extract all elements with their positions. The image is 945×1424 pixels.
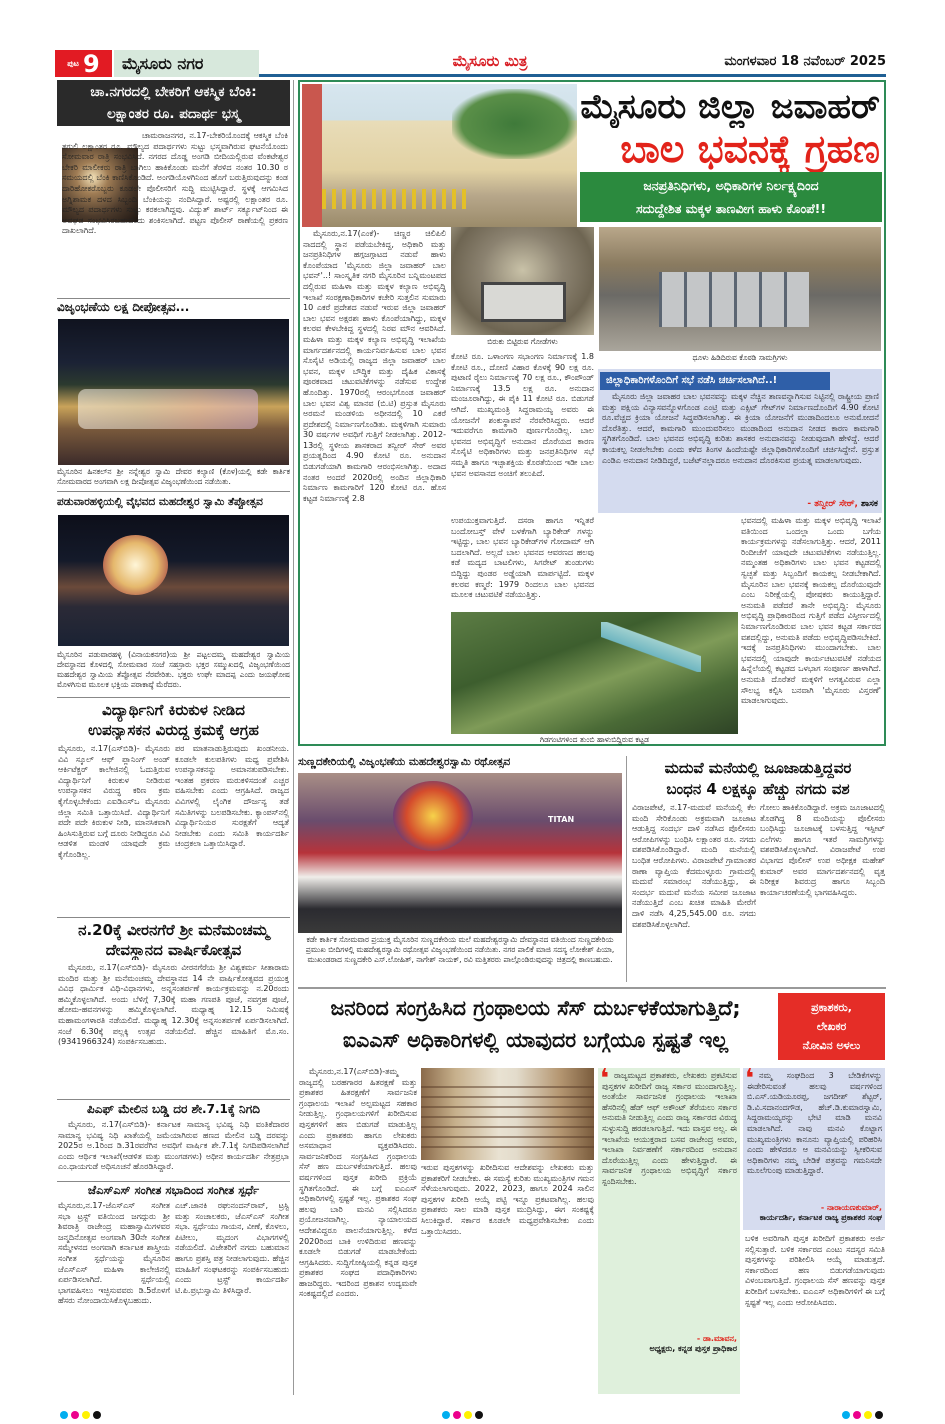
cracked-wall-photo: [451, 227, 594, 335]
mla-quote-body: ಮೈಸೂರು ಜಿಲ್ಲಾ ಜವಾಹರ ಬಾಲ ಭವನವನ್ನು ಮಕ್ಕಳ ನೆಚ್ಚಿನ ತಾಣವನ್ನಾಗಿಸುವ ನಿಟ್ಟಿನಲ್ಲಿ ರಾಷ್ಟ್ರೀಯ ಪ್ರಾಣಿ ಮತ್ತು ಪಕ್ಷಿಯ ವಿನ್ಯಾಸವನ್ನೊಳಗೊಂಡ ಎಂಟ್ರಿ ಮತ್ತು ಎಕ್ಸಿಟ್ ಗೇಟ್‌ಗಳ ನಿರ್ಮಾಣದೊಂದಿಗೆ 4.90 ಕೋಟಿ ರೂ.ವೆಚ್ಚದ ಕ್ರಿಯಾ ಯೋಜನೆ ಸಿದ್ಧಪಡಿಸಲಾಗಿತ್ತು. ಈ ಕ್ರಿಯಾ ಯೋಜನೆಗೆ ಮುಡಾದಿಂದಲೂ ಅನುಮೋದನೆ ದೊರೆತಿತ್ತು. ಆದರೆ, ಕಾಮಗಾರಿ ಮುಂದುವರಿಸಲು ಮುಡಾದಿಂದ ಅನುದಾನ ನೀಡದ ಕಾರಣ ಕಾಮಗಾರಿ ಸ್ಥಗಿತಗೊಂಡಿದೆ. ಬಾಲ ಭವನದ ಅಭಿವೃದ್ಧಿ ಕುರಿತು ಶಾಸಕರ ಅನುದಾನವನ್ನು ನೀಡುವುದಾಗಿ ಹೇಳಿದ್ದೆ. ಆದರೆ ಕಾಯಕಲ್ಪ ನೀಡಲೇಬೇಕು ಎಂದು ಕಳೆದ ತಿಂಗಳ ಹಿಂದೆಯಷ್ಟೇ ಜಿಲ್ಲಾಧಿಕಾರಿಗಳೊಂದಿಗೆ ಚರ್ಚಿಸಿದ್ದೇನೆ. ಪ್ರಸ್ತುತ ಎಂಡಿಎ ಅನುದಾನ ನೀಡಿದಿದ್ದರೆ, ಬಜೆಟ್‌ನಲ್ಲಾದರೂ ಅನುದಾನ ದೊರಕಿಸುವ ಪ್ರಯತ್ನ ಮಾಡಲಾಗುವುದು.: [602, 392, 879, 465]
feature-col3: ಉಪಯುಕ್ತವಾಗುತ್ತಿದೆ. ದಸರಾ ಹಾಗೂ ಇನ್ನಿತರೆ ಬಂದೋಬಸ್ತ್ ವೇಳೆ ಬಳಕೆಗಾಗಿ ಬ್ಯಾರಿಕೇಡ್ ಗಳನ್ನು ಇಟ್ಟಿದ್ದು, ಬಾಲ ಭವನ ಬ್ಯಾರಿಕೇಡ್‌ಗಳ ಗೋದಾಮ್ ಆಗಿ ಬದಲಾಗಿದೆ. ಅಲ್ಲದೆ ಬಾಲ ಭವನದ ಆವರಣದ ಹಲವು ಕಡೆ ಮದ್ಯದ ಬಾಟಲಿಗಳು, ಸಿಗರೇಟ್ ತುಂಡುಗಳು ಬಿದ್ದಿದ್ದು ಪುಂಡರ ಅಡ್ಡೆಯಾಗಿ ಮಾರ್ಪಟ್ಟಿದೆ. ಮಕ್ಕಳ ಕಲರವ ಕಣ್ಮರೆ: 1979 ರಿಂದಲೂ ಬಾಲ ಭವನದ ಮೂಲಕ ಚಟುವಟಿಕೆ ನಡೆಯುತ್ತಿತ್ತು.: [451, 516, 594, 600]
divider: [298, 987, 886, 989]
dusty-room-photo: [599, 227, 881, 351]
cracked-wall-caption: ಬಿರುಕು ಬಿಟ್ಟಿರುವ ಗೋಡೆಗಳು: [487, 337, 558, 346]
harassment-body-col1: ಮೈಸೂರು, ನ.17(ಎಸ್‌ಬಿಡಿ)- ಮೈಸೂರು ವಿವಿ ಸ್ಕೂಲ್ ಆಫ್ ಪ್ಲಾನಿಂಗ್ ಅಂಡ್ ಆರ್ಕಿಟೆಕ್ಚರ್ ಕಾಲೇಜಿನಲ್ಲಿ ಓದುತ್ತಿರುವ ವಿದ್ಯಾರ್ಥಿನಿಗೆ ಕಿರುಕುಳ ನೀಡಿರುವ ಉಪನ್ಯಾಸಕನ ವಿರುದ್ಧ ಕಠಿಣ ಕ್ರಮ ಕೈಗೊಳ್ಳಬೇಕೆಂದು ಎಐಡಿಎಸ್‌ಒ ಮೈಸೂರು ಜಿಲ್ಲಾ ಸಮಿತಿ ಒತ್ತಾಯಿಸಿದೆ. ವಿದ್ಯಾರ್ಥಿನಿಗೆ ಪದೇ ಪದೇ ಕಿರುಕುಳ ನೀಡಿ, ಮಾನಸಿಕವಾಗಿ ಹಿಂಸಿಸುತ್ತಿರುವ ಬಗ್ಗೆ ದೂರು ನೀಡಿದ್ದರೂ ವಿವಿ ಆಡಳಿತ ಮಂಡಳಿ ಯಾವುದೇ ಕ್ರಮ ಕೈಗೊಂಡಿಲ್ಲ.: [58, 744, 170, 859]
library-headline: [298, 992, 773, 1056]
library-tag-line3: ನೋವಿನ ಅಳಲು: [802, 1039, 861, 1052]
divider: [57, 917, 290, 918]
quote-mark-icon: ❛: [600, 1064, 610, 1094]
fire-headline-line1: ಚಾ.ನಗರದಲ್ಲಿ ಬೇಕರಿಗೆ ಆಕಸ್ಮಿಕ ಬೆಂಕಿ:: [90, 84, 257, 100]
library-col1: ಮೈಸೂರು,ನ.17(ಎಸ್‌ಬಿಡಿ)-ತಮ್ಮ ರಾಜ್ಯದಲ್ಲಿ ಬರಹಗಾರರ ಹಿತರಕ್ಷಣೆ ಮತ್ತು ಪ್ರಕಾಶಕರ ಹಿತರಕ್ಷಣೆಗೆ ಸಾರ್ವಜನಿಕ ಗ್ರಂಥಾಲಯ ಇಲಾಖೆ ಅಲ್ಪಮಟ್ಟದ ಸಹಕಾರ ನೀಡುತ್ತಿಲ್ಲ. ಗ್ರಂಥಾಲಯಗಳಿಗೆ ಖರೀದಿಸುವ ಪುಸ್ತಕಗಳಿಗೆ ಹಣ ಬಿಡುಗಡೆ ಮಾಡುತ್ತಿಲ್ಲ ಎಂದು ಪ್ರಕಾಶಕರು ಹಾಗೂ ಲೇಖಕರು ಅಸಮಾಧಾನ ವ್ಯಕ್ತಪಡಿಸಿದರು. ಸಾರ್ವಜನಿಕರಿಂದ ಸಂಗ್ರಹಿಸಿದ ಗ್ರಂಥಾಲಯ ಸೆಸ್ ಹಣ ದುರ್ಬಳಕೆಯಾಗುತ್ತಿದೆ. ಹಲವು ವರ್ಷಗಳಿಂದ ಪುಸ್ತಕ ಖರೀದಿ ಪ್ರಕ್ರಿಯೆ ಸ್ಥಗಿತಗೊಂಡಿದೆ. ಈ ಬಗ್ಗೆ ಐಎಎಸ್ ಅಧಿಕಾರಿಗಳಲ್ಲಿ ಸ್ಪಷ್ಟತೆ ಇಲ್ಲ. ಪ್ರಕಾಶಕರ ಸಂಘ ಹಲವು ಬಾರಿ ಮನವಿ ಸಲ್ಲಿಸಿದರೂ ಪ್ರಯೋಜನವಾಗಿಲ್ಲ. ನ್ಯಾಯಾಲಯದ ಆದೇಶವಿದ್ದರೂ ಪಾಲನೆಯಾಗುತ್ತಿಲ್ಲ. ಕಳೆದ 2020ರಿಂದ ಬಾಕಿ ಉಳಿದಿರುವ ಹಣವನ್ನು ಕೂಡಲೇ ಬಿಡುಗಡೆ ಮಾಡಬೇಕೆಂದು ಆಗ್ರಹಿಸಿದರು. ಸುದ್ದಿಗೋಷ್ಠಿಯಲ್ಲಿ ಕನ್ನಡ ಪುಸ್ತಕ ಪ್ರಕಾಶಕರ ಸಂಘದ ಪದಾಧಿಕಾರಿಗಳು ಹಾಜರಿದ್ದರು. ಇದರಿಂದ ಪ್ರಕಾಶನ ಉದ್ಯಮವೇ ಸಂಕಷ್ಟದಲ್ಲಿದೆ ಎಂದರು.: [299, 1067, 417, 1299]
library-tag-line2: ಲೇಖಕರ: [816, 1020, 847, 1033]
feature-headline-line1: ಮೈಸೂರು ಜಿಲ್ಲಾ ಜವಾಹರ್: [580, 87, 880, 127]
column-divider: [293, 80, 294, 1395]
music-headline: ಜೆಎಸ್‌ಎಸ್ ಸಂಗೀತ ಸಭಾದಿಂದ ಸಂಗೀತ ಸ್ಪರ್ಧೆ: [87, 1183, 260, 1197]
gambling-headline-line2: ಬಂಧನ 4 ಲಕ್ಷಕ್ಕೂ ಹೆಚ್ಚು ನಗದು ವಶ: [666, 780, 850, 798]
header-rule: [259, 74, 886, 77]
registration-marks-center: [442, 1404, 486, 1423]
gambling-headline-line1: ಮದುವೆ ಮನೆಯಲ್ಲಿ ಜೂಜಾಡುತ್ತಿದ್ದವರ: [664, 759, 852, 777]
rathotsava-headline: ಸುಣ್ಣದಕೇರಿಯಲ್ಲಿ ವಿಜೃಂಭಣೆಯ ಮಹದೇಶ್ವರಸ್ವಾಮಿ ರಥೋತ್ಸವ: [298, 756, 511, 768]
music-body-col1: ಮೈಸೂರು,ನ.17-ಜೆಎಸ್‌ಎಸ್ ಸಂಗೀತ ಸಭಾ ಟ್ರಸ್ಟ್ ವತಿಯಿಂದ ಜಗದ್ಗುರು ಶ್ರೀ ಶಿವರಾತ್ರಿ ರಾಜೇಂದ್ರ ಮಹಾಸ್ವಾಮಿಗಳವರ ಜನ್ಮದಿನೋತ್ಸವ ಅಂಗವಾಗಿ 30ನೇ ಸಂಗೀತ ಸಮ್ಮೇಳನದ ಅಂಗವಾಗಿ ಕರ್ನಾಟಕ ಶಾಸ್ತ್ರೀಯ ಸಂಗೀತ ಸ್ಪರ್ಧೆಯನ್ನು ಮೈಸೂರಿನ ಜೆಎಸ್‌ಎಸ್ ಮಹಿಳಾ ಕಾಲೇಜಿನಲ್ಲಿ ಏರ್ಪಡಿಸಲಾಗಿದೆ. ಸ್ಪರ್ಧೆಯಲ್ಲಿ ಭಾಗವಹಿಸಲು ಇಚ್ಛಿಸುವವರು ಡಿ.5ರೊಳಗೆ ಹೆಸರು ನೋಂದಾಯಿಸಿಕೊಳ್ಳಬಹುದು.: [58, 1201, 170, 1306]
gambling-body-col1: ವಿರಾಜಪೇಟೆ, ನ.17-ಮದುವೆ ಮನೆಯಲ್ಲಿ ಕೆಲ ಮಂದಿ ಸೇರಿಕೊಂಡು ಅಕ್ರಮವಾಗಿ ಜೂಜಾಟ ಆಡುತ್ತಿದ್ದ ಸಂದರ್ಭ ದಾಳಿ ನಡೆಸಿದ ಪೊಲೀಸರು ಆರೋಪಿಗಳನ್ನು ಬಂಧಿಸಿ ಲಕ್ಷಾಂತರ ರೂ. ನಗದು ವಶಪಡಿಸಿಕೊಂಡಿದ್ದಾರೆ. ಮಂದಿ ಮನೆಯಲ್ಲಿ ಬಂಧಿತ ಆರೋಪಿಗಳು. ವಿರಾಜಪೇಟೆ ಗ್ರಾಮಾಂತರ ಠಾಣಾ ವ್ಯಾಪ್ತಿಯ ಕೆದಮುಳ್ಳೂರು ಗ್ರಾಮದಲ್ಲಿ ಮದುವೆ ಸಮಾರಂಭ ನಡೆಯುತ್ತಿದ್ದು, ಈ ಸಂದರ್ಭ ಮದುವೆ ಮನೆಯ ಸಮೀಪ ಜೂಜಾಟ ನಡೆಯುತ್ತಿದೆ ಎಂಬ ಖಚಿತ ಮಾಹಿತಿ ಮೇರೆಗೆ ದಾಳಿ ನಡೆಸಿ 4,25,545.00 ರೂ. ನಗದು ವಶಪಡಿಸಿಕೊಳ್ಳಲಾಗಿದೆ.: [632, 803, 756, 929]
feature-subhead: [580, 172, 882, 222]
fire-headline-line2: ಲಕ್ಷಾಂತರ ರೂ. ಪದಾರ್ಥ ಭಸ್ಮ: [106, 106, 241, 122]
page-number: 9: [83, 49, 100, 78]
deepotsava-caption: ಮೈಸೂರಿನ ಹಿನಕಲ್‌ನ ಶ್ರೀ ನನ್ನೇಶ್ವರ ಸ್ವಾಮಿ ದೇವರ ಕಲ್ಯಾಣಿ (ಕೊಳ)ಯಲ್ಲಿ ಕಡೇ ಕಾರ್ತಿಕ ಸೋಮವಾರದ ಅಂಗವಾಗಿ ಲಕ್ಷ ದೀಪೋತ್ಸವ ವಿಜೃಂಭಣೆಯಿಂದ ನಡೆಯಿತು.: [57, 467, 290, 486]
temple-headline-line1: ನ.20ಕ್ಕೆ ವೀರನಗೆರೆ ಶ್ರೀ ಮನೆಮಂಚಮ್ಮ: [78, 921, 269, 939]
mla-quote-byline: [700, 499, 878, 509]
page-number-badge: [55, 50, 112, 77]
secretary-author-name: - ನಾರಾಯಣಕುಮಾರ್,: [820, 1203, 882, 1212]
temple-headline: [57, 920, 290, 960]
library-photo: [421, 1068, 594, 1160]
teppotsava-photo: [58, 515, 289, 646]
deepotsava-headline: ವಿಜೃಂಭಣೆಯ ಲಕ್ಷ ದೀಪೋತ್ಸವ...: [57, 300, 190, 314]
page-label: ಪುಟ: [67, 58, 80, 68]
feature-col3b: [598, 516, 738, 611]
publisher-quote-body: ರಾಜ್ಯಮಟ್ಟದ ಪ್ರಕಾಶಕರು, ಲೇಖಕರು ಪ್ರಕಟಿಸುವ ಪುಸ್ತಕಗಳ ಖರೀದಿಗೆ ರಾಜ್ಯ ಸರ್ಕಾರ ಮುಂದಾಗುತ್ತಿಲ್ಲ. ಅಂತೆಯೇ ಸಾರ್ವಜನಿಕ ಗ್ರಂಥಾಲಯ ಇಲಾಖಾ ಹೆಸರಿನಲ್ಲಿ ಹೆಡ್ ಆಫ್ ಅಕೌಂಟ್ ತೆರೆಯಲು ಸರ್ಕಾರ ಅನುಮತಿ ನೀಡುತ್ತಿಲ್ಲ ಎಂದು ರಾಜ್ಯ ಸರ್ಕಾರದ ವಿರುದ್ಧ ಸುಳ್ಳುಸುದ್ದಿ ಹರಡಲಾಗುತ್ತಿದೆ. ಇದು ವಾಸ್ತವ ಅಲ್ಲ. ಈ ಇಲಾಖೆಯ ಆಯುಕ್ತರಾದ ಬಸವ ರಾಜೇಂದ್ರ ಅವರು, ಇಲಾಖಾ ನಿರ್ವಹಣೆಗೆ ಸರ್ಕಾರದಿಂದ ಅನುದಾನ ದೊರೆಯುತ್ತಿಲ್ಲ ಎಂದು ಹೇಳುತ್ತಿದ್ದಾರೆ. ಈ ಸಾರ್ವಜನಿಕ ಗ್ರಂಥಾಲಯ ಅಭಿವೃದ್ಧಿಗೆ ಸರ್ಕಾರ ಸ್ಪಂದಿಸಬೇಕು.: [602, 1071, 737, 1186]
fire-headline: [57, 80, 290, 126]
harassment-headline-line2: ಉಪನ್ಯಾಸಕನ ವಿರುದ್ಧ ಕ್ರಮಕ್ಕೆ ಆಗ್ರಹ: [88, 721, 259, 739]
publisher-author-name: - ಡಾ.ಮಾವನ,: [696, 1334, 737, 1343]
masthead: ಮೈಸೂರು ಮಿತ್ರ: [452, 52, 528, 70]
temple-headline-line2: ದೇವಸ್ಥಾನದ ವಾರ್ಷಿಕೋತ್ಸವ: [105, 941, 242, 959]
mla-role: ಶಾಸಕ: [861, 499, 878, 509]
library-tag-line1: ಪ್ರಕಾಶಕರು,: [811, 1001, 852, 1014]
registration-marks-right: [842, 1404, 886, 1423]
titan-store-sign: TITAN: [548, 815, 575, 824]
temple-body: ಮೈಸೂರು, ನ.17(ಎಸ್‌ಬಿಡಿ)- ಮೈಸೂರು ವೀರನಗೆರೆಯ ಶ್ರೀ ವಿಶ್ವಕರ್ಮ ಸೀತಾರಾಮ ಮಂದಿರ ಮತ್ತು ಶ್ರೀ ಮನೆಮಂಚಮ್ಮ ದೇವಸ್ಥಾನದ 14 ನೇ ವಾರ್ಷಿಕೋತ್ಸವದ ಪ್ರಯುಕ್ತ ವಿವಿಧ ಧಾರ್ಮಿಕ ವಿಧಿ-ವಿಧಾನಗಳು, ಅನ್ನಸಂತರ್ಪಣೆ ಕಾರ್ಯಕ್ರಮವನ್ನು ನ.20ರಂದು ಹಮ್ಮಿಕೊಳ್ಳಲಾಗಿದೆ. ಅಂದು ಬೆಳಿಗ್ಗೆ 7,30ಕ್ಕೆ ಮಹಾ ಗಣಪತಿ ಪೂಜೆ, ನವಗ್ರಹ ಪೂಜೆ, ಹೋಮ-ಹವನಗಳನ್ನು ಹಮ್ಮಿಕೊಳ್ಳಲಾಗಿದೆ. ಮಧ್ಯಾಹ್ನ 12.15 ನಿಮಿಷಕ್ಕೆ ಮಹಾಮಂಗಳಾರತಿ ನಡೆಯಲಿದೆ. ಮಧ್ಯಾಹ್ನ 12.30ಕ್ಕೆ ಅನ್ನಸಂತರ್ಪಣೆ ಏರ್ಪಡಿಸಲಾಗಿದೆ. ಸಂಜೆ 6.30ಕ್ಕೆ ಪಲ್ಲಕ್ಕಿ ಉತ್ಸವ ನಡೆಯಲಿದೆ. ಹೆಚ್ಚಿನ ಮಾಹಿತಿಗೆ ಮೊ.ಸಂ. (9341966324) ಸಂಪರ್ಕಿಸಬಹುದು.: [58, 963, 289, 1047]
harassment-body-col2: ಪರ ಮಾತನಾಡುತ್ತಿರುವುದು ಖಂಡನೀಯ. ಕೂಡಲೇ ಕುಲಪತಿಗಳು ಮಧ್ಯ ಪ್ರವೇಶಿಸಿ ಉಪನ್ಯಾಸಕನನ್ನು ಅಮಾನತುಪಡಿಸಬೇಕು. ಇಂತಹ ಪ್ರಕರಣ ಮರುಕಳಿಸದಂತೆ ಎಚ್ಚರ ವಹಿಸಬೇಕು ಎಂದು ಆಗ್ರಹಿಸಿದೆ. ರಾಜ್ಯದ ವಿವಿಗಳಲ್ಲಿ ಲೈಂಗಿಕ ದೌರ್ಜನ್ಯ ತಡೆ ಸಮಿತಿಗಳನ್ನು ಬಲಪಡಿಸಬೇಕು. ಕ್ಯಾಂಪಸ್‌ನಲ್ಲಿ ವಿದ್ಯಾರ್ಥಿನಿಯರ ಸುರಕ್ಷತೆಗೆ ಆದ್ಯತೆ ನೀಡಬೇಕು ಎಂದು ಸಮಿತಿ ಕಾರ್ಯದರ್ಶಿ ಚಂದ್ರಕಲಾ ಒತ್ತಾಯಿಸಿದ್ದಾರೆ.: [175, 744, 289, 849]
deepotsava-photo: [58, 319, 289, 465]
secretary-quote-body: ನಮ್ಮ ಸಂಘದಿಂದ 3 ಬೇಡಿಕೆಗಳನ್ನು ಈಡೇರಿಸುವಂತೆ ಹಲವು ವರ್ಷಗಳಿಂದ ಬಿ.ಎಸ್.ಯಡಿಯೂರಪ್ಪ, ಜಗದೀಶ್ ಶೆಟ್ಟರ್, ಡಿ.ವಿ.ಸದಾನಂದಗೌಡ, ಹೆಚ್.ಡಿ.ಕುಮಾರಸ್ವಾಮಿ, ಸಿದ್ದರಾಮಯ್ಯರನ್ನು ಭೇಟಿ ಮಾಡಿ ಮನವಿ ಮಾಡಲಾಗಿದೆ. ನಾವು ಮನವಿ ಕೊಟ್ಟಾಗ ಮುಖ್ಯಮಂತ್ರಿಗಳು ಕಾನೂನು ವ್ಯಾಪ್ತಿಯಲ್ಲಿ ಪರಿಹರಿಸಿ ಎಂದು ಹೇಳಿದರೂ ಆ ಮನವಿಯನ್ನು ಸ್ವೀಕರಿಸುವ ಅಧಿಕಾರಿಗಳು ನಮ್ಮ ಬೇಡಿಕೆ ಪತ್ರವನ್ನು ಗಮನಿಸದೇ ಮೂಲೆಗುಂಪು ಮಾಡುತ್ತಿದ್ದಾರೆ.: [747, 1071, 882, 1176]
secretary-quote-author: [747, 1203, 882, 1223]
divider: [57, 697, 290, 698]
mla-quote-title: ಜಿಲ್ಲಾಧಿಕಾರಿಗಳೊಂದಿಗೆ ಸಭೆ ನಡೆಸಿ ಚರ್ಚಿಸಲಾಗಿದೆ..!: [600, 372, 830, 390]
pf-headline: ಪಿಎಫ್ ಮೇಲಿನ ಬಡ್ಡಿ ದರ ಶೇ.7.1ಕ್ಕೆ ನಿಗದಿ: [87, 1102, 260, 1116]
date: ಮಂಗಳವಾರ 18 ನವೆಂಬರ್ 2025: [724, 54, 886, 69]
teppotsava-headline: ಪಡುವಾರಹಳ್ಳಿಯಲ್ಲಿ ವೈಭವದ ಮಹದೇಶ್ವರ ಸ್ವಾಮಿ ತೆಪ್ಪೋತ್ಸವ: [57, 496, 263, 508]
music-body-col2: ಎಚ್.ಜಾನಕಿ ರಘುನಂದನ್‌ರಾವ್, ಟ್ರಸ್ಟಿ ಮತ್ತು ಸಂಚಾಲಕರು, ಜೆಎಸ್‌ಎಸ್ ಸಂಗೀತ ಸಭಾ. ಸ್ಪರ್ಧೆಯು ಗಾಯನ, ವೀಣೆ, ಕೊಳಲು, ಪಿಟೀಲು, ಮೃದಂಗ ವಿಭಾಗಗಳಲ್ಲಿ ನಡೆಯಲಿದೆ. ವಿಜೇತರಿಗೆ ನಗದು ಬಹುಮಾನ ಹಾಗೂ ಪ್ರಶಸ್ತಿ ಪತ್ರ ನೀಡಲಾಗುವುದು. ಹೆಚ್ಚಿನ ಮಾಹಿತಿಗೆ ಸಂಘಟಕರನ್ನು ಸಂಪರ್ಕಿಸಬಹುದು ಎಂದು ಟ್ರಸ್ಟ್ ಕಾರ್ಯದರ್ಶಿ ಟಿ.ಪಿ.ಪ್ರಭುಸ್ವಾಮಿ ತಿಳಿಸಿದ್ದಾರೆ.: [175, 1201, 289, 1295]
feature-col2: ಕೋಟಿ ರೂ. ಒಳಾಂಗಣ ಸಭಾಂಗಣ ನಿರ್ಮಾಣಕ್ಕೆ 1.8 ಕೋಟಿ ರೂ., ದೋಣಿ ವಿಹಾರ ಕೊಳಕ್ಕೆ 90 ಲಕ್ಷ ರೂ. ಪುಟಾಣಿ ರೈಲು ನಿರ್ಮಾಣಕ್ಕೆ 70 ಲಕ್ಷ ರೂ., ಕೌಂಪೌಂಡ್ ನಿರ್ಮಾಣಕ್ಕೆ 13.5 ಲಕ್ಷ ರೂ. ಅನುದಾನ ಮಂಜೂರಾಗಿದ್ದು, ಈ ಪೈಕಿ 11 ಕೋಟಿ ರೂ. ಬಿಡುಗಡೆ ಆಗಿದೆ. ಮುಖ್ಯಮಂತ್ರಿ ಸಿದ್ದರಾಮಯ್ಯ ಅವರು ಈ ಯೋಜನೆಗೆ ಶಂಕುಸ್ಥಾಪನೆ ನೆರವೇರಿಸಿದ್ದರು. ಆದರೆ ಇದುವರೆಗೂ ಕಾಮಗಾರಿ ಪೂರ್ಣಗೊಂಡಿಲ್ಲ. ಬಾಲ ಭವನದ ಅಭಿವೃದ್ಧಿಗೆ ಅನುದಾನ ದೊರೆಯದ ಕಾರಣ ಸೊಸೈಟಿ ಅಧಿಕಾರಿಗಳು ಮತ್ತು ಜನಪ್ರತಿನಿಧಿಗಳ ಸಭೆ ಸಮ್ಮತಿ ಹಾಗೂ ಇಚ್ಛಾಶಕ್ತಿಯ ಕೊರತೆಯಿಂದ ಇಡೀ ಬಾಲ ಭವನ ಅವಸಾನದ ಅಂಚಿಗೆ ತಲುಪಿದೆ.: [451, 352, 594, 478]
pf-body: ಮೈಸೂರು, ನ.17(ಎಸ್‌ಬಿಡಿ)- ಕರ್ನಾಟಕ ಸಾಮಾನ್ಯ ಭವಿಷ್ಯ ನಿಧಿ ವಂತಿಕೆದಾರರ ಸಾಮಾನ್ಯ ಭವಿಷ್ಯ ನಿಧಿ ಖಾತೆಯಲ್ಲಿ ಜಮೆಯಾಗಿರುವ ಹಣದ ಮೇಲಿನ ಬಡ್ಡಿ ದರವನ್ನು 2025ರ ಅ.1ರಿಂದ ಡಿ.31ರವರೆಗಿನ ಅವಧಿಗೆ ವಾರ್ಷಿಕ ಶೇ.7.1ಕ್ಕೆ ನಿಗದಿಪಡಿಸಲಾಗಿದೆ ಎಂದು ಆರ್ಥಿಕ ಇಲಾಖೆ(ಆಡಳಿತ ಮತ್ತು ಮುಂಗಡಗಳು) ಅಧೀನ ಕಾರ್ಯದರ್ಶಿ ನೇತ್ರಪ್ರಭಾ ಎಂ.ಧಾಯಗುಡೆ ಅಧಿಸೂಚನೆ ಹೊರಡಿಸಿದ್ದಾರೆ.: [58, 1120, 289, 1172]
divider: [57, 491, 290, 492]
rathotsava-photo: [298, 773, 622, 933]
library-col4: ಬಳಿಕ ಅವರಿಗಾಗಿ ಪುಸ್ತಕ ಖರೀದಿಗೆ ಪ್ರಕಾಶಕರು ಅರ್ಜಿ ಸಲ್ಲಿಸುತ್ತಾರೆ. ಬಳಿಕ ಸರ್ಕಾರದ ಎಂಟು ಸದಸ್ಯರ ಸಮಿತಿ ಪುಸ್ತಕಗಳನ್ನು ಪರಿಶೀಲಿಸಿ ಆಯ್ಕೆ ಮಾಡುತ್ತದೆ. ಸರ್ಕಾರದಿಂದ ಹಣ ಬಿಡುಗಡೆಯಾಗುವುದು ವಿಳಂಬವಾಗುತ್ತಿದೆ. ಗ್ರಂಥಾಲಯ ಸೆಸ್ ಹಣವನ್ನು ಪುಸ್ತಕ ಖರೀದಿಗೆ ಬಳಸಬೇಕು. ಐಎಎಸ್ ಅಧಿಕಾರಿಗಳಿಗೆ ಈ ಬಗ್ಗೆ ಸ್ಪಷ್ಟತೆ ಇಲ್ಲ ಎಂದು ಆರೋಪಿಸಿದರು.: [745, 1234, 885, 1307]
gambling-body-col2: ಗೋಲು ಹಾಕಿಕೊಂಡಿದ್ದಾರೆ. ಅಕ್ರಮ ಜೂಜಾಟದಲ್ಲಿ ತೊಡಗಿದ್ದ 8 ಮಂದಿಯನ್ನು ಪೊಲೀಸರು ಬಂಧಿಸಿದ್ದು ಜೂಜಾಟಕ್ಕೆ ಬಳಸುತ್ತಿದ್ದ ಇಸ್ಪೀಟ್ ಎಲೆಗಳು ಹಾಗೂ ಇತರೆ ಸಾಮಗ್ರಿಗಳನ್ನು ವಶಪಡಿಸಿಕೊಳ್ಳಲಾಗಿದೆ. ವಿರಾಜಪೇಟೆ ಉಪ ವಿಭಾಗದ ಪೊಲೀಸ್ ಉಪ ಅಧೀಕ್ಷಕ ಮಹೇಶ್ ಕುಮಾರ್ ಅವರ ಮಾರ್ಗದರ್ಶನದಲ್ಲಿ ವೃತ್ತ ನಿರೀಕ್ಷಕ ಶಿವರುದ್ರ ಹಾಗೂ ಸಿಬ್ಬಂದಿ ಕಾರ್ಯಾಚರಣೆಯಲ್ಲಿ ಭಾಗವಹಿಸಿದ್ದರು.: [760, 803, 885, 897]
feature-subhead-line2: ಸದುದ್ದೇಶಿತ ಮಕ್ಕಳ ತಾಣವೀಗ ಹಾಳು ಕೊಂಪೆ!!: [635, 201, 827, 216]
divider: [57, 298, 290, 299]
feature-col4: ಭವನದಲ್ಲಿ ಮಹಿಳಾ ಮತ್ತು ಮಕ್ಕಳ ಅಭಿವೃದ್ಧಿ ಇಲಾಖೆ ವತಿಯಿಂದ ಒಂದಲ್ಲಾ ಒಂದು ಬಗೆಯ ಕಾರ್ಯಕ್ರಮಗಳನ್ನು ನಡೆಸಲಾಗುತ್ತಿತ್ತು. ಆದರೆ, 2011 ರಿಂದೀಚೆಗೆ ಯಾವುದೇ ಚಟುವಟಿಕೆಗಳು ನಡೆಯುತ್ತಿಲ್ಲ. ನಮ್ಮಂತಹ ಅಧಿಕಾರಿಗಳು ಬಾಲ ಭವನ ಕಟ್ಟಡದಲ್ಲಿ ಸ್ವಚ್ಛತೆ ಮತ್ತು ಸಿಬ್ಬಂದಿಗೆ ಕಾಯಕಲ್ಪ ನೀಡಬೇಕಾಗಿದೆ. ಮೈಸೂರಿನ ಬಾಲ ಭವನಕ್ಕೆ ಕಾಯಕಲ್ಪ ದೊರೆಯುವುದೇ ಎಂಬ ನಿರೀಕ್ಷೆಯಲ್ಲಿ ಪೋಷಕರು ಕಾಯುತ್ತಿದ್ದಾರೆ. ಅನುಮತಿ ಪಡೆದರೆ ತಾನೇ ಅಭಿವೃದ್ಧಿ: ಮೈಸೂರು ಅಭಿವೃದ್ಧಿ ಪ್ರಾಧಿಕಾರದಿಂದ ಗುತ್ತಿಗೆ ಪಡೆದ ವಿಸ್ತೀರ್ಣದಲ್ಲಿ ನಿರ್ಮಾಣಗೊಂಡಿರುವ ಬಾಲ ಭವನ ಕಟ್ಟಡ ಸರ್ಕಾರದ ವಶದಲ್ಲಿದ್ದು, ಅನುಮತಿ ಪಡೆದು ಅಭಿವೃದ್ಧಿಪಡಿಸಬೇಕಿದೆ. ಇದಕ್ಕೆ ಜನಪ್ರತಿನಿಧಿಗಳು ಮುಂದಾಗಬೇಕು. ಬಾಲ ಭವನದಲ್ಲಿ ಯಾವುದೇ ಕಾರ್ಯಚಟುವಟಿಕೆ ನಡೆಯದ ಹಿನ್ನೆಲೆಯಲ್ಲಿ ಕಟ್ಟಡದ ಒಳಭಾಗ ಸಂಪೂರ್ಣ ಹಾಳಾಗಿದೆ. ಅನುಮತಿ ದೊರೆತರೆ ಮಕ್ಕಳಿಗೆ ಅಗತ್ಯವಿರುವ ಎಲ್ಲಾ ಸೌಲಭ್ಯ ಕಲ್ಪಿಸಿ ಬನವಾಗಿ 'ಮೈಸೂರು ವಿಸ್ತರಣೆ' ಮಾಡಲಾಗುವುದು.: [741, 516, 881, 706]
library-col2: ಇರುವ ಪುಸ್ತಕಗಳನ್ನು ಖರೀದಿಸುವ ಆದೇಶವನ್ನು ಲೇಖಕರು ಮತ್ತು ಪ್ರಕಾಶಕರಿಗೆ ನೀಡಬೇಕು. ಈ ಸಮಸ್ಯೆ ಕುರಿತು ಮುಖ್ಯಮಂತ್ರಿಗಳ ಗಮನ ಸೆಳೆಯಲಾಗುವುದು. 2022, 2023, ಹಾಗೂ 2024 ಸಾಲಿನ ಪುಸ್ತಕಗಳ ಖರೀದಿ ಆಯ್ಕೆ ಪಟ್ಟಿ ಇನ್ನೂ ಪ್ರಕಟವಾಗಿಲ್ಲ. ಹಲವು ಪ್ರಕಾಶಕರು ಸಾಲ ಮಾಡಿ ಪುಸ್ತಕ ಮುದ್ರಿಸಿದ್ದು, ಈಗ ಸಂಕಷ್ಟಕ್ಕೆ ಸಿಲುಕಿದ್ದಾರೆ. ಸರ್ಕಾರ ಕೂಡಲೇ ಮಧ್ಯಪ್ರವೇಶಿಸಬೇಕು ಎಂದು ಒತ್ತಾಯಿಸಿದರು.: [421, 1163, 594, 1236]
overgrown-building-caption: ಗಿಡಗಂಟಿಗಳಿಂದ ತುಂಬಿ ಹಾಳುಬಿದ್ದಿರುವ ಕಟ್ಟಡ: [540, 735, 649, 744]
harassment-headline: [57, 700, 290, 740]
library-headline-line1: ಜನರಿಂದ ಸಂಗ್ರಹಿಸಿದ ಗ್ರಂಥಾಲಯ ಸೆಸ್ ದುರ್ಬಳಕೆಯಾಗುತ್ತಿದೆ;: [330, 996, 741, 1020]
quote-mark-icon: ❛: [745, 1064, 755, 1094]
gambling-headline: [630, 758, 886, 800]
library-headline-line2: ಐಎಎಸ್ ಅಧಿಕಾರಿಗಳಲ್ಲಿ ಯಾವುದರ ಬಗ್ಗೆಯೂ ಸ್ಪಷ್ಟತೆ ಇಲ್ಲ: [342, 1028, 729, 1052]
column-divider: [626, 756, 627, 982]
fire-body: ಚಾಮರಾಜನಗರ, ನ.17-ಬೇಕರಿಯೊಂದಕ್ಕೆ ಆಕಸ್ಮಿಕ ಬೆಂಕಿ ತಗುಲಿ ಲಕ್ಷಾಂತರ ರೂ. ಮೌಲ್ಯದ ಪದಾರ್ಥಗಳು ಸುಟ್ಟು ಭಸ್ಮವಾಗಿರುವ ಘಟನೆಯೊಂದು ಸೋಮವಾರ ರಾತ್ರಿ ಸಂಭವಿಸಿದೆ. ನಗರದ ದೊಡ್ಡ ಅಂಗಡಿ ಬೀದಿಯಲ್ಲಿರುವ ವೆಂಕಟೇಶ್ವರ ಬೇಕರಿ ಮಾಲೀಕರು ರಾತ್ರಿ ಬಾಗಿಲು ಹಾಕಿಕೊಂಡು ಮನೆಗೆ ತೆರಳಿದ ನಂತರ 10.30 ರ ಸಮಯದಲ್ಲಿ ಬೆಂಕಿ ಕಾಣಿಸಿಕೊಂಡಿದೆ. ಅಂಗಡಿಯೊಳಗಿನಿಂದ ಹೊಗೆ ಬರುತ್ತಿರುವುದನ್ನು ಕಂಡ ದಾರಿಹೋಕರೊಬ್ಬರು ಕೂಡಲೇ ಪೊಲೀಸರಿಗೆ ಸುದ್ದಿ ಮುಟ್ಟಿಸಿದ್ದಾರೆ. ಸ್ಥಳಕ್ಕೆ ಆಗಮಿಸಿದ ಅಗ್ನಿಶಾಮಕ ದಳದ ಸಿಬ್ಬಂದಿ ಬೆಂಕಿಯನ್ನು ನಂದಿಸಿದ್ದಾರೆ. ಅಷ್ಟರಲ್ಲಿ ಲಕ್ಷಾಂತರ ರೂ. ಮೌಲ್ಯದ ಪದಾರ್ಥಗಳು ಸುಟ್ಟು ಕರಕಲಾಗಿದ್ದವು. ವಿದ್ಯುತ್ ಶಾರ್ಟ್ ಸರ್ಕ್ಯೂಟ್‌ನಿಂದ ಈ ಅವಘಡ ಸಂಭವಿಸಿರಬಹುದೆಂದು ಶಂಕಿಸಲಾಗಿದೆ. ಪಟ್ಟಣ ಪೊಲೀಸ್ ಠಾಣೆಯಲ್ಲಿ ಪ್ರಕರಣ ದಾಖಲಾಗಿದೆ.: [62, 131, 288, 236]
feature-col1: ಮೈಸೂರು,ನ.17(ಎಂಕೆ)- ಚಿಣ್ಣರ ಚಿಲಿಪಿಲಿ ನಾದದಲ್ಲಿ ಸ್ಥಾನ ಪಡೆಯಬೇಕಿದ್ದ, ಅಧಿಕಾರಿ ಮತ್ತು ಜನಪ್ರತಿನಿಧಿಗಳ ಹಗ್ಗಜಗ್ಗಾಟದ ನಡುವೆ ಹಾಳು ಕೊಂಪೆಯಾದ 'ಮೈಸೂರು ಜಿಲ್ಲಾ ಜವಾಹರ್ ಬಾಲ ಭವನ್'..! ಸಾಂಸ್ಕೃತಿಕ ನಗರಿ ಮೈಸೂರಿನ ಬನ್ನಿಮಂಟಪದ ದಲ್ಲಿರುವ ಮಹಿಳಾ ಮತ್ತು ಮಕ್ಕಳ ಕಲ್ಯಾಣ ಅಭಿವೃದ್ಧಿ ಇಲಾಖೆ ಸಂರಕ್ಷಣಾಧಿಕಾರಿಗಳ ಕಚೇರಿ ಸುತ್ತಲಿನ ಸುಮಾರು 10 ಎಕರೆ ಪ್ರದೇಶದ ನಡುವೆ ಇರುವ ಜಿಲ್ಲಾ ಜವಾಹರ್ ಬಾಲ ಭವನ ಅಕ್ಷರಶಃ ಹಾಳು ಕೊಂಪೆಯಾಗಿದ್ದು, ಮಕ್ಕಳ ಕಲರವ ಕೇಳಬೇಕಿದ್ದ ಸ್ಥಳದಲ್ಲಿ ನಿರವ ಮೌನ ಆವರಿಸಿದೆ. ಮಹಿಳಾ ಮತ್ತು ಮಕ್ಕಳ ಕಲ್ಯಾಣ ಅಭಿವೃದ್ಧಿ ಇಲಾಖೆಯ ಮಾರ್ಗದರ್ಶನದಲ್ಲಿ ಕಾರ್ಯನಿರ್ವಹಿಸುವ ಬಾಲ ಭವನ ಸೊಸೈಟಿ ಅಡಿಯಲ್ಲಿ ರಾಜ್ಯದ ಜಿಲ್ಲಾ ಜವಾಹರ್ ಬಾಲ ಭವನ, ಮಕ್ಕಳ ಬೌದ್ಧಿಕ ಮತ್ತು ದೈಹಿಕ ವಿಕಾಸಕ್ಕೆ ಪೂರಕವಾದ ಚಟುವಟಿಕೆಗಳನ್ನು ನಡೆಸುವ ಉದ್ದೇಶ ಹೊಂದಿತ್ತು. 1970ರಲ್ಲಿ ಆರಂಭಗೊಂಡ ಜವಾಹರ್ ಬಾಲ ಭವನ ವಿಶ್ವ ಮಾನವ (ಬಿ.ಟಿ) ಪ್ರಸ್ತುತ ಮೈಸೂರು ಅರಮನೆ ಮಂಡಳಿಯ ಅಧೀನದಲ್ಲಿ 10 ಎಕರೆ ಪ್ರದೇಶದಲ್ಲಿ ನಿರ್ಮಾಣಗೊಂಡಿತು. ಮಕ್ಕಳಿಗಾಗಿ ಸುಮಾರು 30 ವರ್ಷಗಳ ಅವಧಿಗೆ ಗುತ್ತಿಗೆ ನೀಡಲಾಗಿತ್ತು. 2012-13ರಲ್ಲಿ ಸ್ಥಳೀಯ ಶಾಸಕರಾದ ತನ್ವೀರ್ ಸೇಠ್ ಅವರ ಪ್ರಯತ್ನದಿಂದ 4.90 ಕೋಟಿ ರೂ. ಅನುದಾನ ಬಿಡುಗಡೆಯಾಗಿ ಕಾಮಗಾರಿ ಆರಂಭಿಸಲಾಗಿತ್ತು. ಅದಾದ ನಂತರ ಅಂದರೆ 2020ರಲ್ಲಿ ಅಂದಿನ ಜಿಲ್ಲಾಧಿಕಾರಿ ನಿರ್ಮಾಣ ಕಾಮಗಾರಿಗೆ 120 ಕೋಟಿ ರೂ. ಹೊಸ ಕಟ್ಟಡ ನಿರ್ಮಾಣಕ್ಕೆ 2.8: [303, 229, 446, 503]
teppotsava-caption: ಮೈಸೂರಿನ ಪಡುವಾರಹಳ್ಳಿ (ವಿನಾಯಕನಗರ)ಯ ಶ್ರೀ ಪಟ್ಟಲದಮ್ಮ ಮಹದೇಶ್ವರ ಸ್ವಾಮಿಯ ದೇವಸ್ಥಾನದ ಕೊಳದಲ್ಲಿ ಸೋಮವಾರ ಸಂಜೆ ಸಹಸ್ರಾರು ಭಕ್ತರ ಸಮ್ಮುಖದಲ್ಲಿ ವಿಜೃಂಭಣೆಯಿಂದ ಮಹದೇಶ್ವರ ಸ್ವಾಮಿಯ ತೆಪ್ಪೋತ್ಸವ ನೆರವೇರಿತು. ಭಕ್ತರು ಉಘೇ ಮಾದಪ್ಪ ಎಂದು ಜಯಘೋಷ ಮೊಳಗಿಸುವ ಮೂಲಕ ಭಕ್ತಿಯ ಪರಾಕಾಷ್ಠೆ ಮೆರೆದರು.: [57, 650, 290, 689]
publisher-quote-author: [602, 1334, 737, 1354]
harassment-headline-line1: ವಿದ್ಯಾರ್ಥಿನಿಗೆ ಕಿರುಕುಳ ನೀಡಿದ: [102, 701, 245, 719]
overgrown-building-photo: [451, 612, 738, 734]
section-label: ಮೈಸೂರು ನಗರ: [114, 50, 259, 77]
divider: [57, 1181, 290, 1182]
secretary-author-role: ಕಾರ್ಯದರ್ಶಿ, ಕರ್ನಾಟಕ ರಾಜ್ಯ ಪ್ರಕಾಶಕರ ಸಂಘ: [759, 1213, 882, 1222]
publisher-author-role: ಅಧ್ಯಕ್ಷರು, ಕನ್ನಡ ಪುಸ್ತಕ ಪ್ರಾಧಿಕಾರ: [649, 1344, 737, 1353]
registration-marks-left: [60, 1404, 104, 1423]
rathotsava-caption: ಕಡೇ ಕಾರ್ತಿಕ ಸೋಮವಾರ ಪ್ರಯುಕ್ತ ಮೈಸೂರಿನ ಸುಣ್ಣದಕೇರಿಯ ಮಲೆ ಮಹದೇಶ್ವರಸ್ವಾಮಿ ದೇವಸ್ಥಾನದ ವತಿಯಿಂದ ಸುಣ್ಣದಕೇರಿಯ ಪ್ರಮುಖ ಬೀದಿಗಳಲ್ಲಿ ಮಹದೇಶ್ವರಸ್ವಾಮಿ ರಥೋತ್ಸವ ವಿಜೃಂಭಣೆಯಿಂದ ನಡೆಯಿತು. ನಗರ ಪಾಲಿಕೆ ಮಾಜಿ ಸದಸ್ಯ ಲೋಕೇಶ್ ಪಿಯಾ, ಮುಖಂಡರಾದ ಸುಣ್ಣದಕೇರಿ ಎಸ್.ಲೋಹಿತ್, ನಾಗೇಶ್ ನಾಯಕ್, ರವಿ ಮತ್ತಿತರರು ಪಾಲ್ಗೊಂಡಿರುವುದನ್ನು ಚಿತ್ರದಲ್ಲಿ ಕಾಣಬಹುದು.: [305, 935, 615, 964]
feature-headline-line2: ಬಾಲ ಭವನಕ್ಕೆ ಗ್ರಹಣ: [620, 127, 880, 171]
feature-subhead-line1: ಜನಪ್ರತಿನಿಧಿಗಳು, ಅಧಿಕಾರಿಗಳ ನಿರ್ಲಕ್ಷ್ಯದಿಂದ: [643, 178, 819, 193]
library-tag: [778, 993, 885, 1060]
divider: [57, 1099, 290, 1100]
mla-name: - ತನ್ವೀರ್ ಸೇಠ್,: [807, 499, 858, 509]
dusty-room-caption: ಧೂಳು ಹಿಡಿದಿರುವ ಕೊಠಡಿ ಸಾಮಗ್ರಿಗಳು: [692, 353, 788, 362]
